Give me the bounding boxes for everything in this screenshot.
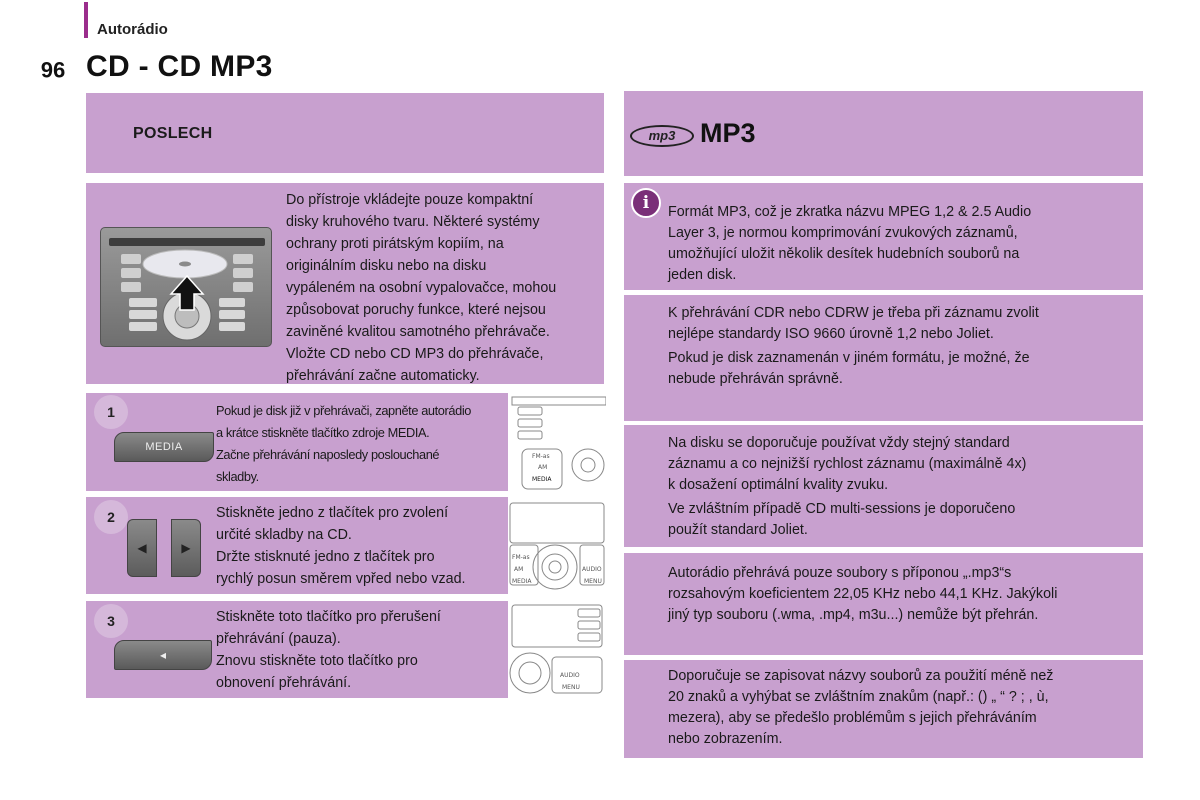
info-line: Layer 3, je normou komprimování zvukových záznamů,	[668, 225, 1018, 241]
intro-line: vypáleném na osobní vypalovačce, mohou	[286, 280, 557, 296]
info-line: K přehrávání CDR nebo CDRW je třeba při záznamu zvolit	[668, 305, 1039, 321]
step-line: Začne přehrávání naposledy poslouchané	[216, 447, 440, 462]
info-line: Na disku se doporučuje používat vždy stejný standard	[668, 435, 1010, 451]
step-line: rychlý posun směrem vpřed nebo vzad.	[216, 571, 466, 587]
info-block-standard	[624, 425, 1143, 547]
info-block-format	[624, 183, 1143, 290]
info-line: Formát MP3, což je zkratka názvu MPEG 1,2 & 2.5 Audio	[668, 204, 1032, 220]
section-label: Autorádio	[97, 21, 168, 38]
step-number: 3	[94, 604, 128, 638]
step-line: obnovení přehrávání.	[216, 675, 352, 691]
info-line: Doporučuje se zapisovat názvy souborů za použití méně než	[668, 668, 1054, 684]
info-text	[668, 563, 1138, 626]
sketch-label: MENU	[584, 578, 602, 585]
intro-line: zaviněné kvalitou samotného přehrávače.	[286, 324, 550, 340]
cd-radio-illustration	[100, 227, 272, 347]
step-line: Držte stisknuté jedno z tlačítek pro	[216, 549, 435, 565]
step-line: skladby.	[216, 469, 259, 484]
info-line: mezera), aby se předešlo problémům s jejich přehráváním	[668, 710, 1037, 726]
info-line: Ve zvláštním případě CD multi-sessions je doporučeno	[668, 501, 1016, 517]
radio-sketch-drawing	[508, 601, 606, 698]
pause-icon: ◂	[114, 640, 212, 670]
radio-sketch-1	[508, 393, 606, 491]
info-line: nejlépe standardy ISO 9660 úrovně 1,2 nebo Joliet.	[668, 326, 994, 342]
intro-line: disky kruhového tvaru. Některé systémy	[286, 214, 540, 230]
sketch-label: AUDIO	[582, 566, 602, 573]
info-line: umožňující uložit několik desítek hudebních souborů na	[668, 246, 1020, 262]
info-block-filenames	[624, 660, 1143, 758]
page-title: CD - CD MP3	[86, 50, 273, 83]
info-line: 20 znaků a vyhýbat se zvláštním znakům (např.: () „ “ ? ; , ù,	[668, 689, 1049, 705]
cd-radio-drawing	[101, 228, 273, 348]
sketch-label: MEDIA	[512, 578, 532, 585]
mp3-logo-icon: mp3	[630, 125, 694, 147]
info-line: záznamu a co nejnižší rychlost záznamu (maximálně 4x)	[668, 456, 1027, 472]
mp3-heading: MP3	[700, 118, 756, 148]
step-line: Stiskněte jedno z tlačítek pro zvolení	[216, 505, 449, 521]
listening-heading: POSLECH	[133, 125, 213, 142]
step-line: přehrávání (pauza).	[216, 631, 341, 647]
info-line: k dosažení optimální kvality zvuku.	[668, 477, 889, 493]
info-block-extension	[624, 553, 1143, 655]
intro-line: ochrany proti pirátským kopiím, na	[286, 236, 504, 252]
next-track-icon: ▶	[171, 519, 201, 577]
info-line: rozsahovým koeficientem 22,05 KHz nebo 44,1 KHz. Jakýkoli	[668, 586, 1058, 602]
step-line: Znovu stiskněte toto tlačítko pro	[216, 653, 418, 669]
step-line: určité skladby na CD.	[216, 527, 352, 543]
sketch-label: FM-as	[512, 554, 530, 561]
info-line: Autorádio přehrává pouze soubory s příponou „.mp3“s	[668, 565, 1012, 581]
radio-sketch-drawing	[508, 393, 606, 491]
sketch-label: MEDIA	[532, 476, 552, 483]
radio-sketch-drawing	[508, 497, 606, 594]
step-number: 2	[94, 500, 128, 534]
intro-line: přehrávání začne automaticky.	[286, 368, 480, 384]
sketch-label: FM-as	[532, 453, 550, 460]
intro-line: Do přístroje vkládejte pouze kompaktní	[286, 192, 534, 208]
step-line: Pokud je disk již v přehrávači, zapněte autorádio	[216, 403, 471, 418]
step-text	[216, 502, 506, 590]
intro-line: originálním disku nebo na disku	[286, 258, 487, 274]
info-text	[668, 666, 1138, 750]
info-line: Pokud je disk zaznamenán v jiném formátu, je možné, že	[668, 350, 1030, 366]
step-line: a krátce stiskněte tlačítko zdroje MEDIA.	[216, 425, 430, 440]
info-block-cdr	[624, 295, 1143, 421]
info-text	[668, 202, 1138, 286]
sketch-label: AM	[538, 464, 548, 471]
section-accent-bar	[84, 2, 88, 38]
prev-track-icon: ◀	[127, 519, 157, 577]
info-line: jeden disk.	[668, 267, 737, 283]
step-text	[216, 400, 506, 488]
info-line: použít standard Joliet.	[668, 522, 808, 538]
sketch-label: AUDIO	[560, 672, 580, 679]
info-text	[668, 303, 1138, 390]
radio-sketch-2	[508, 497, 606, 594]
intro-text	[286, 189, 598, 387]
intro-line: Vložte CD nebo CD MP3 do přehrávače,	[286, 346, 544, 362]
info-line: nebude přehráván správně.	[668, 371, 843, 387]
radio-sketch-3	[508, 601, 606, 698]
info-icon: i	[631, 188, 661, 218]
info-text	[668, 433, 1138, 541]
intro-line: způsobovat poruchy funkce, které nejsou	[286, 302, 546, 318]
sketch-label: MENU	[562, 684, 580, 691]
step-text	[216, 606, 506, 694]
info-line: nebo zobrazením.	[668, 731, 783, 747]
step-line: Stiskněte toto tlačítko pro přerušení	[216, 609, 441, 625]
step-number: 1	[94, 395, 128, 429]
page-number: 96	[40, 57, 66, 82]
mp3-header-panel	[624, 91, 1143, 176]
listening-header-panel	[86, 93, 604, 173]
info-line: jiný typ souboru (.wma, .mp4, m3u...) nemůže být přehrán.	[668, 607, 1039, 623]
track-buttons	[127, 519, 203, 577]
media-button-icon: MEDIA	[114, 432, 214, 462]
sketch-label: AM	[514, 566, 524, 573]
